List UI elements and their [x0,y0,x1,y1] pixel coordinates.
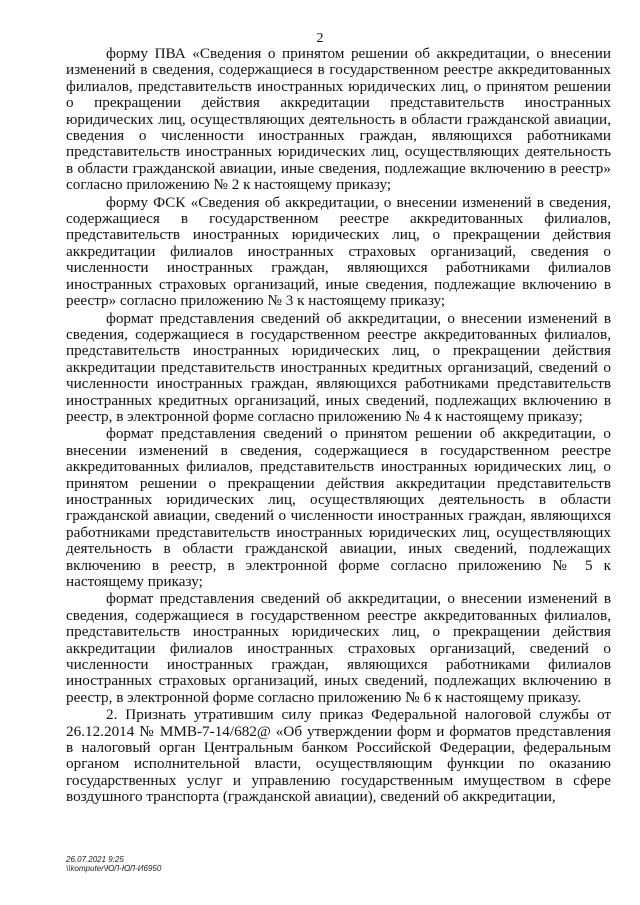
paragraph-form-fsk: форму ФСК «Сведения об аккредитации, о внесении изменений в сведения, содержащиеся в государственном реестре аккредитованных филиалов, представительств иностранных юридических лиц, о прекращении действия аккредитации филиалов иностранных страховых организаций, сведения о численности иностранных граждан, являющихся работниками филиалов иностранных страховых организаций, иные сведения, подлежащие включению в реестр» согласно приложению № 3 к настоящему приказу; [66,193,611,310]
paragraph-format-appendix-5: формат представления сведений о принятом решении об аккредитации, о внесении изменений в сведения, содержащиеся в государственном реестре аккредитованных филиалов, представительств иностранных юридических лиц, о принятом решении о прекращении действия аккредитации представительств иностранных юридических лиц, осуществляющих деятельность в области гражданской авиации, сведений о численности иностранных граждан, являющихся работниками представительств иностранных юридических лиц, осуществляющих деятельность в области гражданской авиации, иных сведений, подлежащих включению в реестр, в электронной форме согласно приложению № 5 к настоящему приказу; [66,425,611,590]
footer-date: 26.07.2021 9:25 [66,855,124,864]
page-number: 2 [316,31,324,46]
paragraph-item-2: 2. Признать утратившим силу приказ Федеральной налоговой службы от 26.12.2014 № ММВ-7-14/682@ «Об утверждении форм и форматов представления в налоговый орган Центральным банком Российской Федерации, федеральным органом исполнительной власти, осуществляющим функции по оказанию государственных услуг и управлению государственным имуществом в сфере воздушного транспорта (гражданской авиации), сведений об аккредитации, [66,706,611,806]
print-footer [66,855,161,873]
document-body [66,46,611,807]
footer-file-id: \\komputer\ЮЛ-ЮЛ-И6950 [66,864,162,873]
paragraph-format-appendix-4: формат представления сведений об аккредитации, о внесении изменений в сведения, содержащиеся в государственном реестре аккредитованных филиалов, представительств иностранных юридических лиц, о прекращении действия аккредитации представительств иностранных кредитных организаций, сведений о численности иностранных граждан, являющихся работниками представительств иностранных кредитных организаций, иных сведений, подлежащих включению в реестр, в электронной форме согласно приложению № 4 к настоящему приказу; [66,309,611,425]
paragraph-form-pva: форму ПВА «Сведения о принятом решении об аккредитации, о внесении изменений в сведения, содержащиеся в государственном реестре аккредитованных филиалов, представительств иностранных юридических лиц, о принятом решении о прекращении действия аккредитации представительств иностранных юридических лиц, осуществляющих деятельность в области гражданской авиации, сведения о численности иностранных граждан, являющихся работниками представительств иностранных юридических лиц, осуществляющих деятельность в области гражданской авиации, иные сведения, подлежащие включению в реестр» согласно приложению № 2 к настоящему приказу; [66,45,611,194]
paragraph-format-appendix-6: формат представления сведений об аккредитации, о внесении изменений в сведения, содержащиеся в государственном реестре аккредитованных филиалов, представительств иностранных юридических лиц, о прекращении действия аккредитации филиалов иностранных страховых организаций, сведений о численности иностранных граждан, являющихся работниками филиалов иностранных страховых организаций, иных сведений, подлежащих включению в реестр, в электронной форме согласно приложению № 6 к настоящему приказу. [66,590,611,706]
